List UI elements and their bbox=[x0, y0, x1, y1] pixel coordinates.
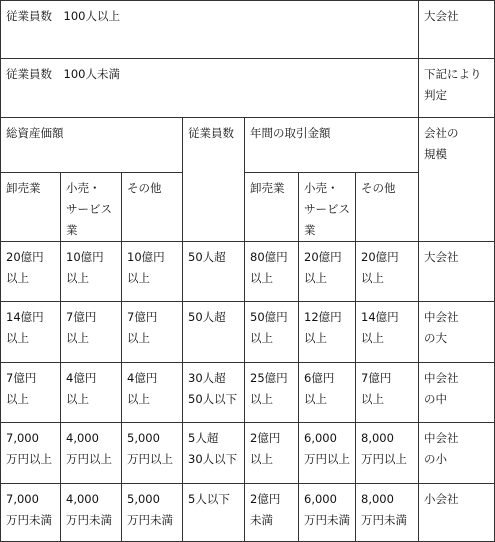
employees-cell: 5人以下 bbox=[183, 484, 245, 542]
assets-wholesale-cell: 7億円 以上 bbox=[1, 363, 61, 423]
transactions-other-cell: 7億円 以上 bbox=[356, 363, 419, 423]
assets-other-cell: 5,000 万円未満 bbox=[122, 484, 183, 542]
company-size-cell: 大会社 bbox=[419, 242, 495, 302]
table-row bbox=[1, 423, 495, 484]
transactions-wholesale-cell: 80億円 以上 bbox=[245, 242, 299, 302]
row-over-100 bbox=[1, 1, 495, 59]
table-row bbox=[1, 363, 495, 423]
assets-retail-cell: 4,000 万円以上 bbox=[61, 423, 122, 484]
transactions-other-cell: 8,000 万円未満 bbox=[356, 484, 419, 542]
row-under-100-result: 下記により 判定 bbox=[419, 59, 495, 118]
assets-other-cell: 10億円 以上 bbox=[122, 242, 183, 302]
assets-retail-cell: 10億円 以上 bbox=[61, 242, 122, 302]
assets-wholesale-cell: 20億円 以上 bbox=[1, 242, 61, 302]
subheader-transactions-retail-service: 小売・ サービス 業 bbox=[299, 173, 356, 242]
assets-retail-cell: 4億円 以上 bbox=[61, 363, 122, 423]
company-size-cell: 中会社 の大 bbox=[419, 302, 495, 363]
transactions-wholesale-cell: 50億円 以上 bbox=[245, 302, 299, 363]
header-row bbox=[1, 118, 495, 173]
transactions-retail-cell: 6,000 万円以上 bbox=[299, 423, 356, 484]
header-annual-transactions: 年間の取引金額 bbox=[245, 118, 419, 173]
transactions-other-cell: 14億円 以上 bbox=[356, 302, 419, 363]
header-company-size: 会社の 規模 bbox=[419, 118, 495, 242]
employees-cell: 30人超 50人以下 bbox=[183, 363, 245, 423]
subheader-transactions-wholesale: 卸売業 bbox=[245, 173, 299, 242]
subheader-assets-wholesale: 卸売業 bbox=[1, 173, 61, 242]
assets-wholesale-cell: 14億円 以上 bbox=[1, 302, 61, 363]
subheader-transactions-other: その他 bbox=[356, 173, 419, 242]
employees-cell: 5人超 30人以下 bbox=[183, 423, 245, 484]
header-total-assets: 総資産価額 bbox=[1, 118, 183, 173]
company-size-cell: 小会社 bbox=[419, 484, 495, 542]
assets-retail-cell: 7億円 以上 bbox=[61, 302, 122, 363]
transactions-wholesale-cell: 25億円 以上 bbox=[245, 363, 299, 423]
table-row bbox=[1, 484, 495, 542]
company-size-cell: 中会社 の中 bbox=[419, 363, 495, 423]
assets-retail-cell: 4,000 万円未満 bbox=[61, 484, 122, 542]
transactions-other-cell: 8,000 万円以上 bbox=[356, 423, 419, 484]
transactions-retail-cell: 12億円 以上 bbox=[299, 302, 356, 363]
table-row bbox=[1, 242, 495, 302]
row-over-100-label: 従業員数 100人以上 bbox=[1, 1, 419, 59]
row-over-100-result: 大会社 bbox=[419, 1, 495, 59]
transactions-retail-cell: 20億円 以上 bbox=[299, 242, 356, 302]
subheader-assets-retail-service: 小売・ サービス 業 bbox=[61, 173, 122, 242]
header-employees: 従業員数 bbox=[183, 118, 245, 242]
transactions-wholesale-cell: 2億円 以上 bbox=[245, 423, 299, 484]
company-size-cell: 中会社 の小 bbox=[419, 423, 495, 484]
assets-other-cell: 4億円 以上 bbox=[122, 363, 183, 423]
employees-cell: 50人超 bbox=[183, 242, 245, 302]
assets-wholesale-cell: 7,000 万円以上 bbox=[1, 423, 61, 484]
table-row bbox=[1, 302, 495, 363]
assets-other-cell: 5,000 万円以上 bbox=[122, 423, 183, 484]
transactions-wholesale-cell: 2億円 未満 bbox=[245, 484, 299, 542]
subheader-assets-other: その他 bbox=[122, 173, 183, 242]
transactions-other-cell: 20億円 以上 bbox=[356, 242, 419, 302]
transactions-retail-cell: 6,000 万円未満 bbox=[299, 484, 356, 542]
row-under-100-label: 従業員数 100人未満 bbox=[1, 59, 419, 118]
transactions-retail-cell: 6億円 以上 bbox=[299, 363, 356, 423]
employees-cell: 50人超 bbox=[183, 302, 245, 363]
assets-other-cell: 7億円 以上 bbox=[122, 302, 183, 363]
assets-wholesale-cell: 7,000 万円未満 bbox=[1, 484, 61, 542]
row-under-100 bbox=[1, 59, 495, 118]
